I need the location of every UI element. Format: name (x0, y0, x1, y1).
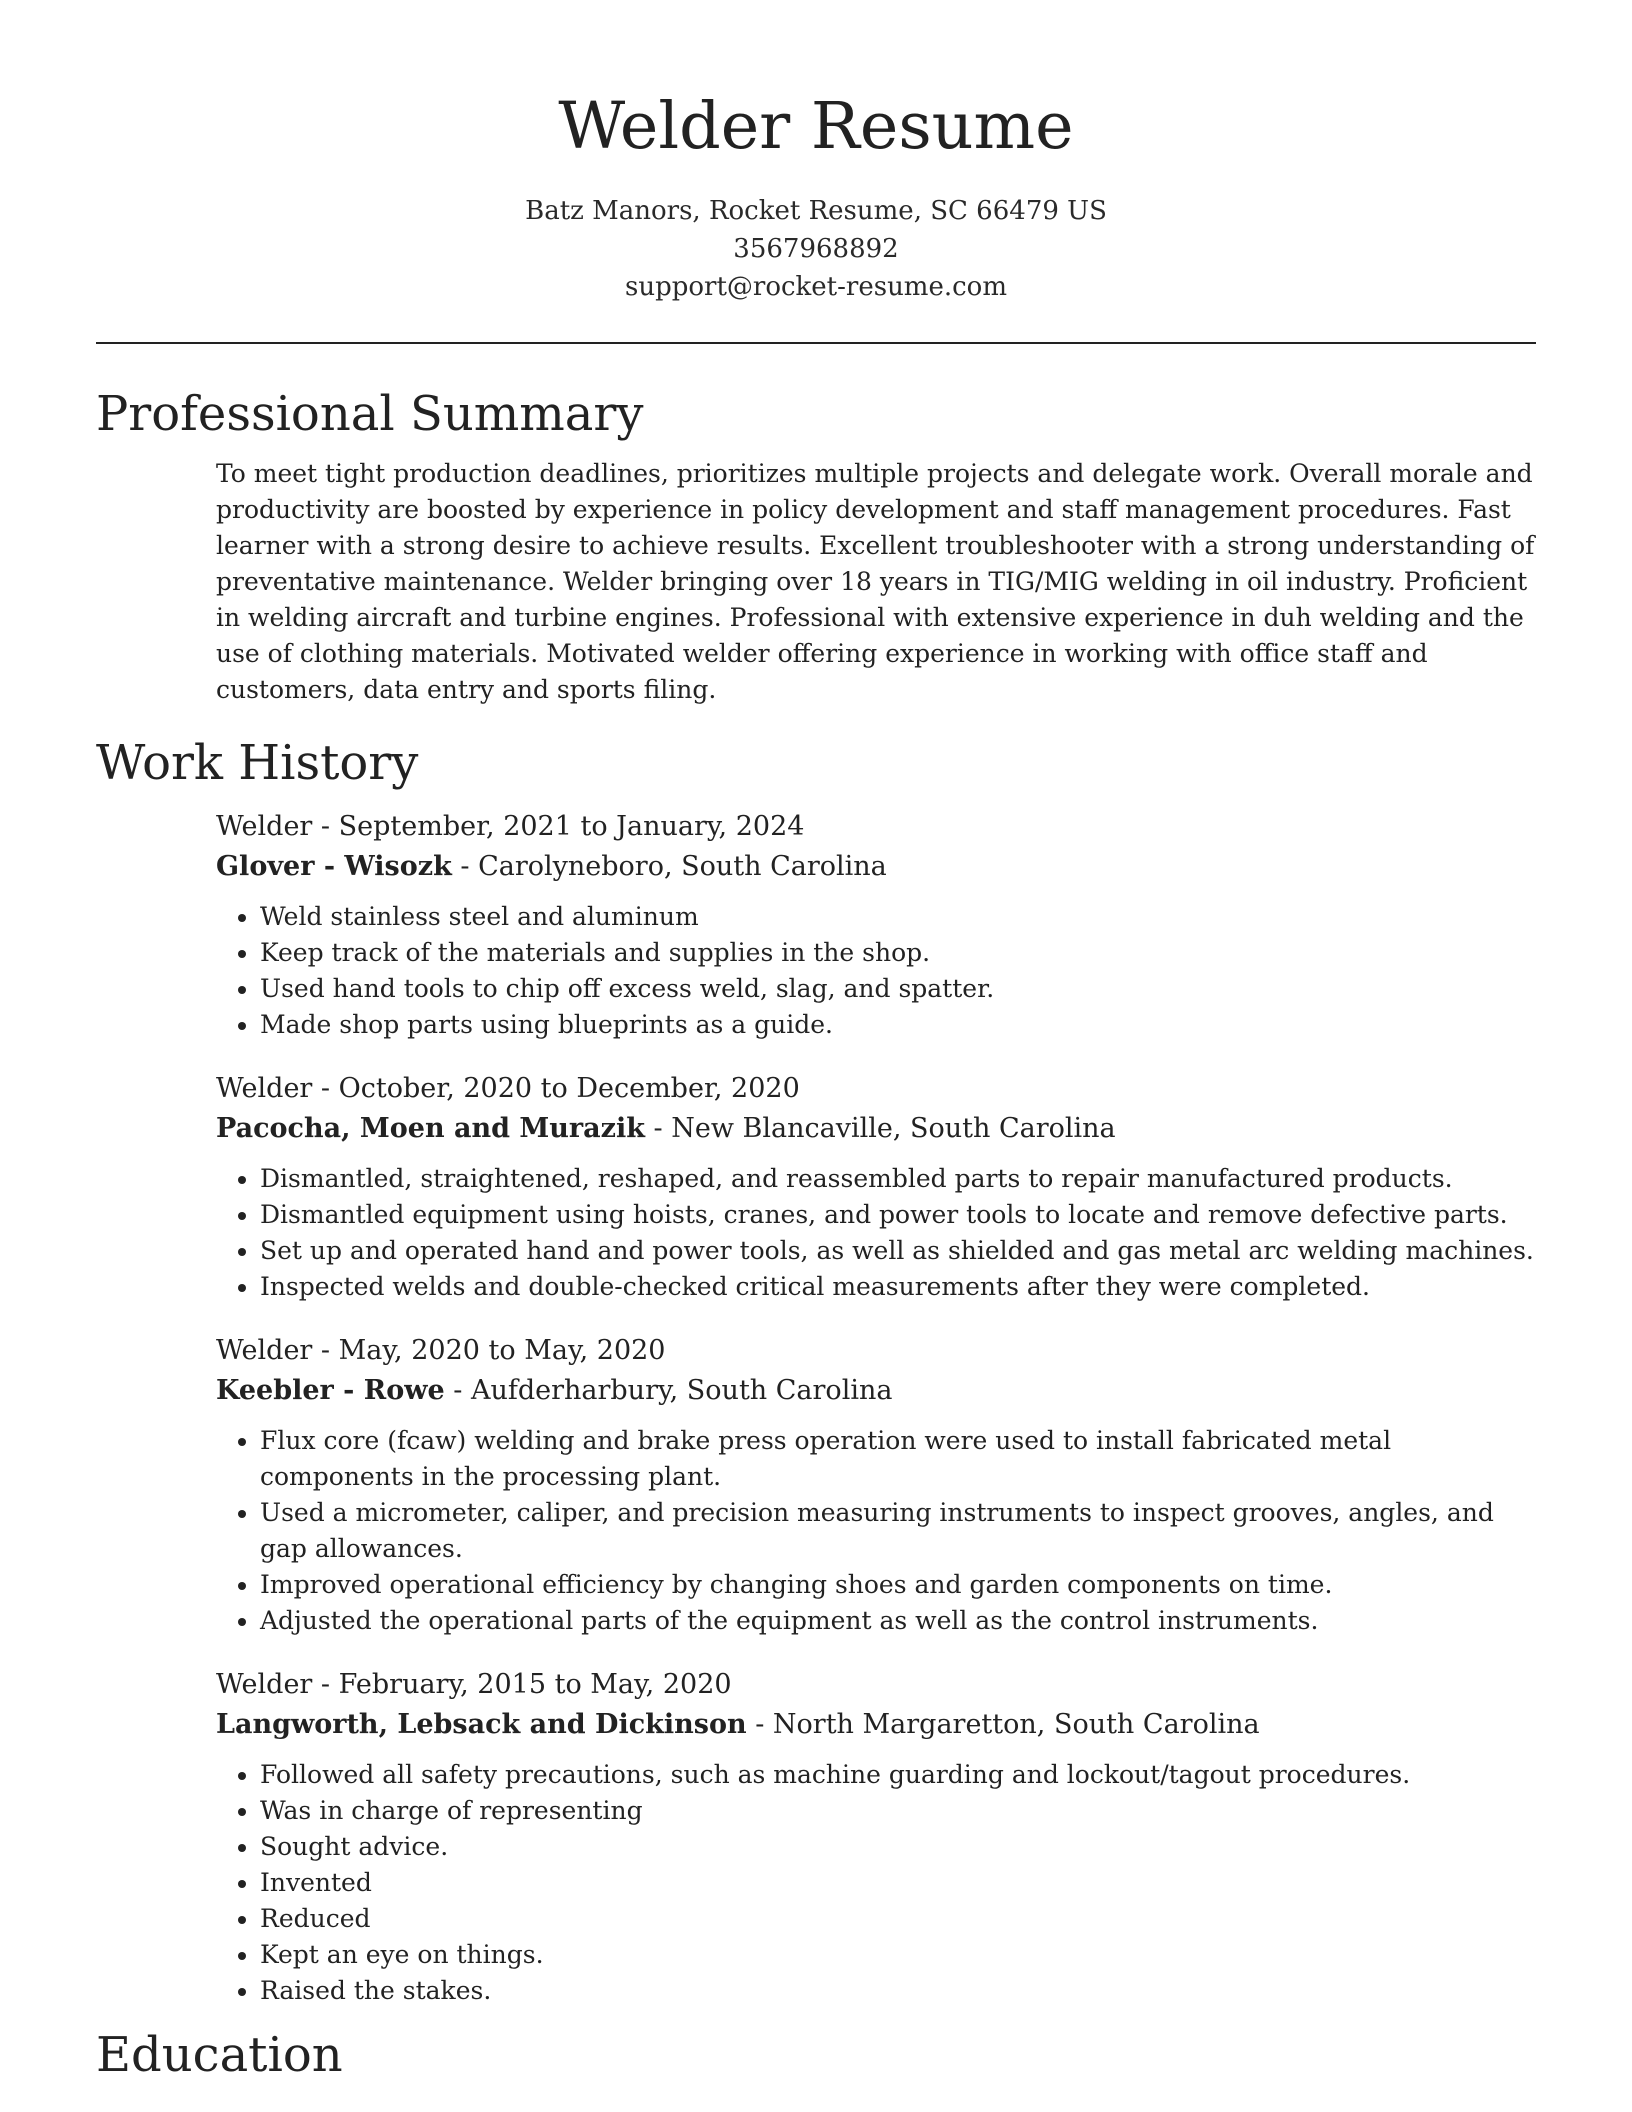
resume-title: Welder Resume (558, 89, 1074, 164)
duty-item: • Was in charge of representing (260, 1793, 1536, 1829)
job-company-line (216, 847, 1536, 887)
separator: - (312, 1669, 339, 1700)
duty-list (216, 899, 1536, 1043)
job-list (216, 807, 1536, 2009)
duty-item: • Raised the stakes. (260, 1973, 1536, 2009)
section-heading-education: Education (96, 2027, 343, 2083)
job-company-line (216, 1109, 1536, 1149)
job-title: Welder (216, 1073, 313, 1104)
separator: - (644, 1113, 672, 1144)
summary-text: To meet tight production deadlines, prioritizes multiple projects and delegate work. Overall morale and productivity are boosted by experience in policy development and staff management procedures. Fast learner with a strong desire to achieve results. Excellent troubleshooter with a strong understanding of preventative maintenance. Welder bringing over 18 years in TIG/MIG welding in oil industry. Proficient in welding aircraft and turbine engines. Professional with extensive experience in duh welding and the use of clothing materials. Motivated welder offering experience in working with office staff and customers, data entry and sports filing. (216, 459, 1535, 704)
company-name: Glover - Wisozk (216, 851, 452, 882)
company-location: North Margaretton, South Carolina (772, 1709, 1260, 1740)
company-location: Aufderharbury, South Carolina (470, 1375, 893, 1406)
duty-item: • Adjusted the operational parts of the equipment as well as the control instruments. (260, 1603, 1536, 1639)
duty-item: • Reduced (260, 1901, 1536, 1937)
job-dates: October, 2020 to December, 2020 (338, 1073, 800, 1104)
work-history-section (96, 733, 1536, 2009)
job-entry (216, 807, 1536, 1043)
job-title-line (216, 1665, 1536, 1705)
duty-item: • Weld stainless steel and aluminum (260, 899, 1536, 935)
separator: - (312, 811, 339, 842)
company-name: Pacocha, Moen and Murazik (216, 1113, 645, 1144)
job-dates: February, 2015 to May, 2020 (338, 1669, 732, 1700)
resume-page (96, 0, 1536, 2112)
duty-item: • Set up and operated hand and power tools, as well as shielded and gas metal arc welding machines. (260, 1233, 1536, 1269)
duty-item: • Invented (260, 1865, 1536, 1901)
contact-address: Batz Manors, Rocket Resume, SC 66479 US (525, 196, 1107, 226)
job-title: Welder (216, 1669, 313, 1700)
job-entry (216, 1331, 1536, 1639)
contact-block (96, 192, 1536, 306)
section-heading-summary: Professional Summary (96, 386, 644, 442)
duty-item: • Followed all safety precautions, such as machine guarding and lockout/tagout procedures. (260, 1757, 1536, 1793)
resume-header (96, 0, 1536, 306)
duty-item: • Dismantled, straightened, reshaped, and reassembled parts to repair manufactured products. (260, 1161, 1536, 1197)
duty-item: • Dismantled equipment using hoists, cranes, and power tools to locate and remove defective parts. (260, 1197, 1536, 1233)
separator: - (451, 851, 479, 882)
job-company-line (216, 1705, 1536, 1745)
section-heading-work-history: Work History (96, 735, 419, 791)
company-name: Keebler - Rowe (216, 1375, 445, 1406)
duty-item: • Improved operational efficiency by changing shoes and garden components on time. (260, 1567, 1536, 1603)
duty-item: • Made shop parts using blueprints as a guide. (260, 1007, 1536, 1043)
professional-summary-section (96, 384, 1536, 708)
separator: - (312, 1335, 339, 1366)
duty-item: • Sought advice. (260, 1829, 1536, 1865)
contact-phone: 3567968892 (733, 234, 899, 264)
duty-item: • Kept an eye on things. (260, 1937, 1536, 1973)
company-name: Langworth, Lebsack and Dickinson (216, 1709, 747, 1740)
duty-list (216, 1423, 1536, 1639)
duty-item: • Inspected welds and double-checked critical measurements after they were completed. (260, 1269, 1536, 1305)
duty-list (216, 1161, 1536, 1305)
company-location: Carolyneboro, South Carolina (478, 851, 887, 882)
separator: - (746, 1709, 773, 1740)
job-title-line (216, 1331, 1536, 1371)
education-section (96, 2025, 1536, 2085)
separator: - (444, 1375, 471, 1406)
header-divider (96, 342, 1536, 344)
duty-list (216, 1757, 1536, 2009)
job-company-line (216, 1371, 1536, 1411)
job-title: Welder (216, 811, 313, 842)
job-dates: May, 2020 to May, 2020 (338, 1335, 666, 1366)
job-entry (216, 1665, 1536, 2009)
separator: - (312, 1073, 339, 1104)
job-title-line (216, 807, 1536, 847)
job-title-line (216, 1069, 1536, 1109)
company-location: New Blancaville, South Carolina (671, 1113, 1116, 1144)
job-title: Welder (216, 1335, 313, 1366)
job-entry (216, 1069, 1536, 1305)
duty-item: • Keep track of the materials and supplies in the shop. (260, 935, 1536, 971)
duty-item: • Used a micrometer, caliper, and precision measuring instruments to inspect grooves, angles, and gap allowances. (260, 1495, 1536, 1567)
job-dates: September, 2021 to January, 2024 (338, 811, 805, 842)
duty-item: • Flux core (fcaw) welding and brake press operation were used to install fabricated metal components in the processing plant. (260, 1423, 1536, 1495)
duty-item: • Used hand tools to chip off excess weld, slag, and spatter. (260, 971, 1536, 1007)
contact-email: support@rocket-resume.com (624, 272, 1007, 302)
